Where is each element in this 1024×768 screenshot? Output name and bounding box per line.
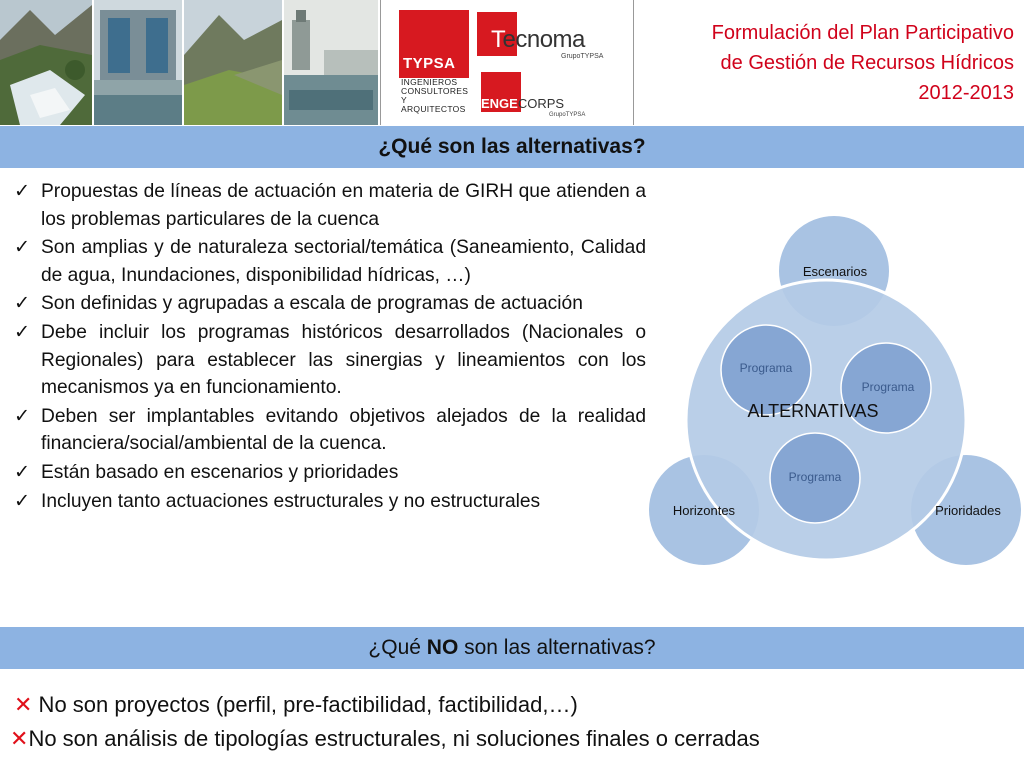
list-item-text: Incluyen tanto actuaciones estructurales y no estructurales <box>41 490 541 512</box>
typsa-logo-subtitle <box>401 78 471 114</box>
list-item <box>8 688 1008 722</box>
list-item-text: Deben ser implantables evitando objetivos alejados de la realidad financiera/social/ambiental de la cuenca. <box>41 405 646 455</box>
check-icon: ✓ <box>14 461 31 483</box>
photo-river <box>0 0 92 125</box>
check-icon: ✓ <box>14 321 31 343</box>
alternatives-bullet-list <box>14 178 646 516</box>
list-item-text: Están basado en escenarios y prioridades <box>41 461 399 483</box>
typsa-sub-line: Y ARQUITECTOS <box>401 95 466 114</box>
heading-pre: ¿Qué <box>368 636 427 659</box>
typsa-sub-line: CONSULTORES <box>401 86 469 96</box>
list-item <box>14 178 646 233</box>
section-heading-what-are: ¿Qué son las alternativas? <box>0 126 1024 168</box>
check-icon: ✓ <box>14 293 31 315</box>
label-alternativas: ALTERNATIVAS <box>747 401 879 421</box>
slide-title <box>636 18 1014 108</box>
label-programa: Programa <box>861 380 915 394</box>
typsa-logo-text: TYPSA <box>403 55 456 72</box>
check-icon: ✓ <box>14 237 31 259</box>
list-item-text: No son análisis de tipologías estructurales, ni soluciones finales o cerradas <box>28 726 760 751</box>
list-item-text: Son amplias y de naturaleza sectorial/temática (Saneamiento, Calidad de agua, Inundaciones, disponibilidad hídricas, …) <box>41 237 646 286</box>
label-programa: Programa <box>788 470 842 484</box>
engecorps-subtitle: GrupoTYPSA <box>549 112 586 118</box>
list-item <box>14 319 646 402</box>
header <box>0 0 1024 125</box>
list-item <box>8 722 1008 756</box>
corps-text: CORPS <box>517 96 565 111</box>
list-item <box>14 488 646 516</box>
photo-dam-gate <box>94 0 182 125</box>
enge-text: ENGE <box>481 96 518 111</box>
partner-logos <box>380 0 634 125</box>
label-programa: Programa <box>739 361 793 375</box>
heading-bold-no: NO <box>426 636 459 659</box>
check-icon: ✓ <box>14 181 31 202</box>
list-item-text: Propuestas de líneas de actuación en materia de GIRH que atienden a los problemas particulares de la cuenca <box>41 181 646 230</box>
list-item <box>14 459 646 487</box>
list-item-text: No son proyectos (perfil, pre-factibilidad, factibilidad,…) <box>32 692 578 717</box>
list-item-text: Son definidas y agrupadas a escala de programas de actuación <box>41 293 583 315</box>
list-item-text: Debe incluir los programas históricos desarrollados (Nacionales o Regionales) para establecer las sinergias y lineamientos con los mecanismos ya en funcionamiento. <box>41 321 646 399</box>
section-heading-what-are-not <box>0 627 1024 669</box>
tecnoma-t: T <box>491 26 503 53</box>
title-line: Formulación del Plan Participativo <box>711 22 1014 44</box>
title-line: 2012-2013 <box>918 82 1014 104</box>
not-alternatives-list <box>8 688 1008 756</box>
alternatives-diagram <box>640 200 1024 590</box>
label-prioridades: Prioridades <box>935 503 1001 518</box>
x-mark-icon: ✕ <box>14 692 33 717</box>
title-line: de Gestión de Recursos Hídricos <box>720 52 1014 74</box>
list-item <box>14 290 646 318</box>
label-escenarios: Escenarios <box>802 264 868 279</box>
tecnoma-subtitle: GrupoTYPSA <box>561 53 604 60</box>
typsa-sub-line: INGENIEROS <box>401 77 458 87</box>
list-item <box>14 234 646 289</box>
check-icon: ✓ <box>14 405 31 427</box>
tecnoma-logo-text <box>491 26 585 54</box>
check-icon: ✓ <box>14 490 31 512</box>
list-item <box>14 403 646 458</box>
photo-treatment-plant <box>284 0 378 125</box>
tecnoma-rest: ecnoma <box>502 26 585 53</box>
x-mark-icon: ✕ <box>10 726 29 751</box>
label-horizontes: Horizontes <box>672 503 736 518</box>
engecorps-logo-text <box>481 96 564 111</box>
photo-mountain-valley <box>184 0 282 125</box>
heading-post: son las alternativas? <box>458 636 656 659</box>
